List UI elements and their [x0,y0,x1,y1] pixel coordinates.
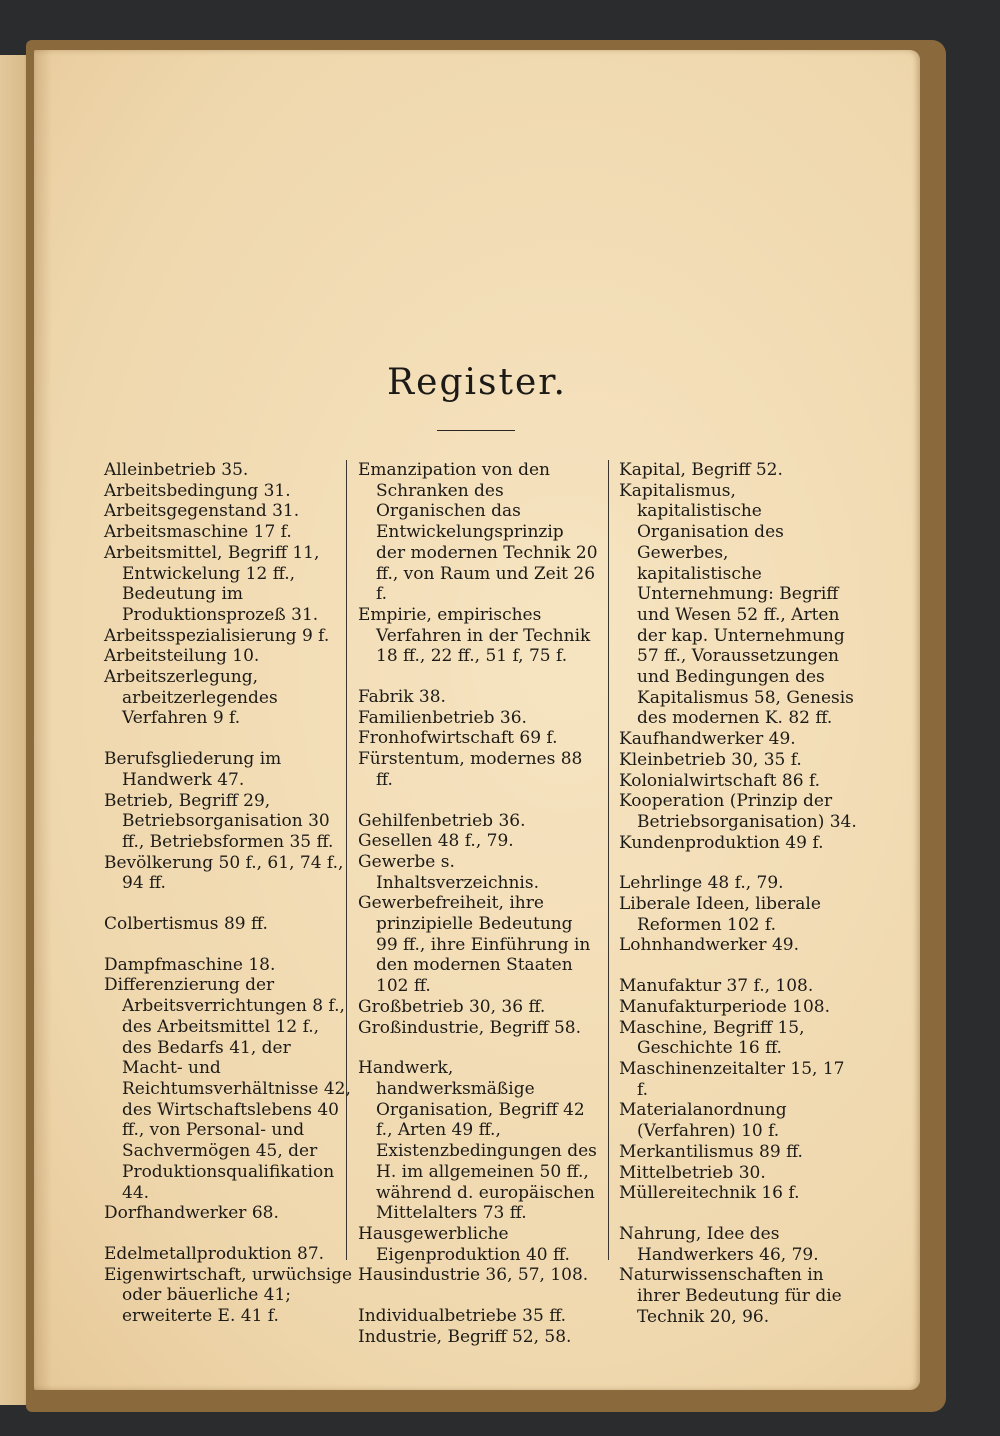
index-entry: Mittelbetrieb 30. [619,1162,766,1183]
index-entry: Fabrik 38. [358,687,446,708]
entry-gap [358,1286,598,1306]
column-divider [608,460,609,1260]
index-entry: Individualbetriebe 35 ff. [358,1306,567,1327]
index-entry: Colbertismus 89 ff. [104,914,268,935]
index-entry: Dampfmaschine 18. [104,954,276,975]
index-entry: Lehrlinge 48 f., 79. [619,873,784,894]
index-entry: Kolonialwirtschaft 86 f. [619,770,821,791]
index-entry: Maschine, Begriff 15, Geschichte 16 ff. [619,1017,805,1059]
index-entry: Berufsgliederung im Handwerk 47. [104,749,282,790]
index-entry: Maschinenzeitalter 15, 17 f. [619,1058,845,1100]
index-entry: Fronhofwirtschaft 69 f. [358,728,558,749]
index-entry: Kapitalismus, kapitalistische Organisation des Gewerbes, kapitalistische Unternehmung: Begriff und Wesen 52 ff., Arten der kap. Unternehmung 57 ff., Voraussetzungen und Bedingungen des Kapitalismus 58, Genesis des modernen K. 82 ff. [619,480,854,729]
index-entry: Dorfhandwerker 68. [104,1203,279,1224]
index-entry: Arbeitszerlegung, arbeitzerlegendes Verfahren 9 f. [104,667,278,729]
index-entry: Kooperation (Prinzip der Betriebsorganisation) 34. [619,791,857,832]
index-entry: Manufaktur 37 f., 108. [619,976,814,997]
index-entry: Arbeitsmaschine 17 f. [104,522,292,543]
index-entry: Differenzierung der Arbeitsverrichtungen 8 f., des Arbeitsmittel 12 f., des Bedarfs 41, der Macht- und Reichtumsverhältnisse 42, des Wirtschaftslebens 40 ff., von Personal- und Sachvermögen 45, der Produktionsqualifikation 44. [104,975,351,1203]
index-entry: Arbeitsgegenstand 31. [104,501,300,522]
index-entry: Kapital, Begriff 52. [619,460,783,480]
index-entry: Liberale Ideen, liberale Reformen 102 f. [619,894,821,935]
entry-gap [358,791,598,811]
index-entry: Arbeitsbedingung 31. [104,480,291,501]
index-entry: Großindustrie, Begriff 58. [358,1017,582,1038]
index-entry: Großbetrieb 30, 36 ff. [358,996,546,1017]
index-entry: Gehilfenbetrieb 36. [358,810,526,831]
index-entry: Kundenproduktion 49 f. [619,832,824,853]
entry-gap [619,1204,857,1224]
index-entry: Kleinbetrieb 30, 35 f. [619,749,802,770]
index-entry: Manufakturperiode 108. [619,996,831,1017]
index-entry: Lohnhandwerker 49. [619,935,800,956]
index-entry: Betrieb, Begriff 29, Betriebsorganisation 30 ff., Betriebsformen 35 ff. [104,790,334,852]
index-entry: Hausgewerbliche Eigenproduktion 40 ff. [358,1223,570,1265]
entry-gap [358,667,598,687]
index-entry: Bevölkerung 50 f., 61, 74 f., 94 ff. [104,852,344,894]
index-entry: Eigenwirtschaft, urwüchsige oder bäuerliche 41; erweiterte E. 41 f. [104,1264,353,1327]
index-entry: Kaufhandwerker 49. [619,729,796,750]
index-entry: Merkantilismus 89 ff. [619,1141,803,1162]
index-entry: Müllereitechnik 16 f. [619,1183,800,1204]
index-column-1 [104,460,354,1327]
index-entry: Naturwissenschaften in ihrer Bedeutung für die Technik 20, 96. [619,1265,842,1327]
index-entry: Handwerk, handwerksmäßige Organisation, Begriff 42 f., Arten 49 ff., Existenzbedingungen des H. im allgemeinen 50 ff., während d. europäischen Mittelalters 73 ff. [358,1058,597,1224]
index-entry: Fürstentum, modernes 88 ff. [358,749,583,790]
index-entry: Arbeitsspezialisierung 9 f. [104,625,330,646]
index-entry: Arbeitsmittel, Begriff 11, Entwickelung 12 ff., Bedeutung im Produktionsprozeß 31. [104,542,320,625]
index-entry: Edelmetallproduktion 87. [104,1243,325,1264]
index-entry: Gewerbefreiheit, ihre prinzipielle Bedeutung 99 ff., ihre Einführung in den modernen Staaten 102 ff. [358,893,591,997]
page-title: Register. [387,362,567,403]
index-entry: Nahrung, Idee des Handwerkers 46, 79. [619,1223,819,1265]
entry-gap [104,729,354,749]
index-entry: Materialanordnung (Verfahren) 10 f. [619,1100,787,1142]
index-entry: Industrie, Begriff 52, 58. [358,1326,572,1347]
entry-gap [104,935,354,955]
index-entry: Gesellen 48 f., 79. [358,831,514,852]
index-column-2 [358,460,598,1347]
index-entry: Familienbetrieb 36. [358,707,527,728]
index-entry: Emanzipation von den Schranken des Organischen das Entwickelungsprinzip der modernen Technik 20 ff., von Raum und Zeit 26 f. [358,460,598,605]
entry-gap [619,956,857,976]
index-column-3 [619,460,857,1327]
entry-gap [104,894,354,914]
entry-gap [358,1038,598,1058]
title-rule [437,430,515,431]
index-entry: Hausindustrie 36, 57, 108. [358,1265,589,1286]
entry-gap [104,1224,354,1244]
index-entry: Alleinbetrieb 35. [104,460,249,480]
entry-gap [619,853,857,873]
index-entry: Arbeitsteilung 10. [104,646,260,667]
index-entry: Empirie, empirisches Verfahren in der Technik 18 ff., 22 ff., 51 f, 75 f. [358,604,591,667]
index-entry: Gewerbe s. Inhaltsverzeichnis. [358,851,539,893]
